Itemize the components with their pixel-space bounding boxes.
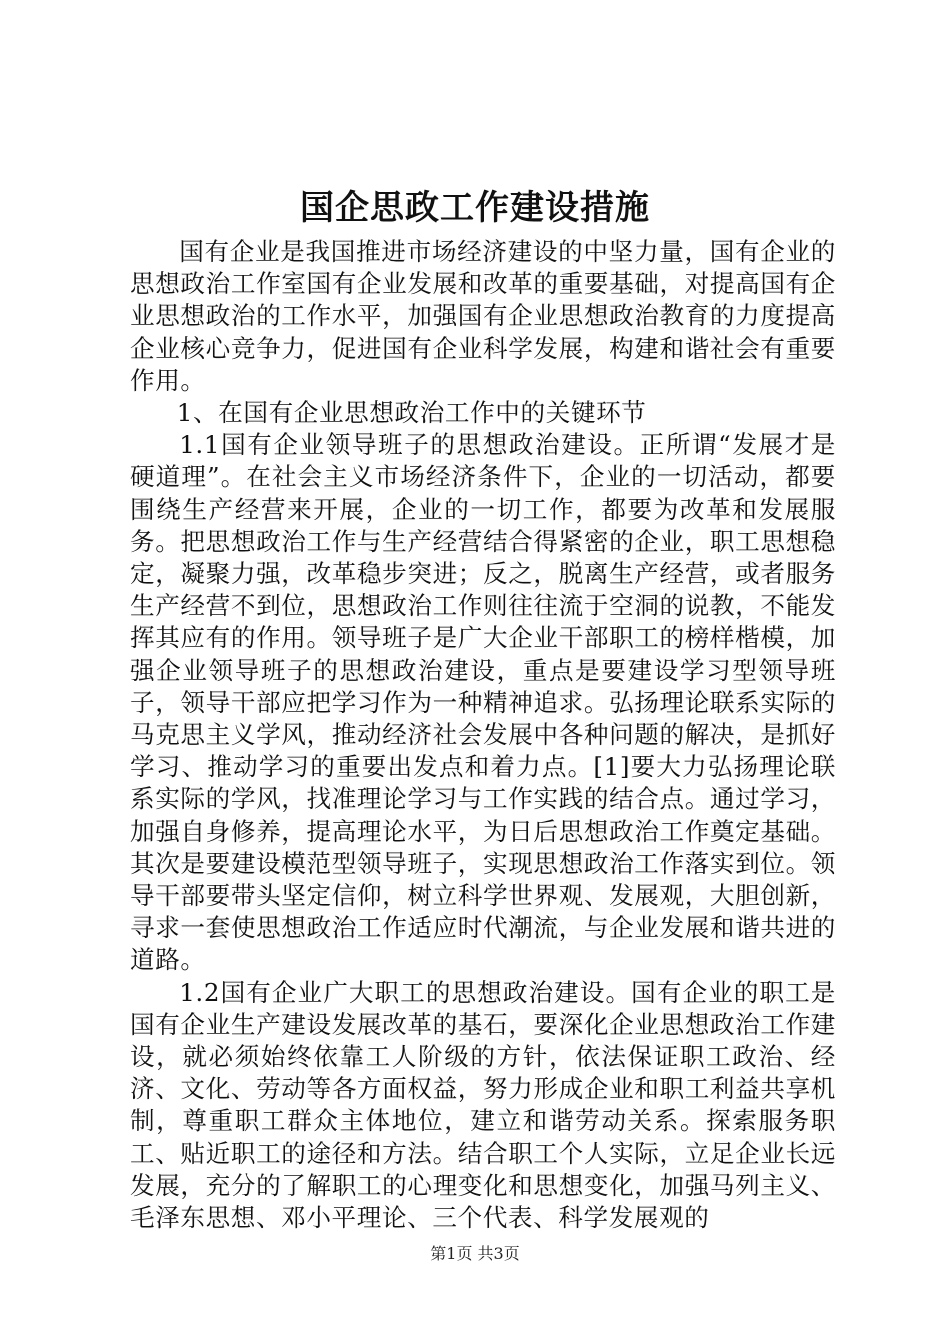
subsection-paragraph-1-2: 1.2国有企业广大职工的思想政治建设。国有企业的职工是国有企业生产建设发展改革的基石，要深化企业思想政治工作建设，就必须始终依靠工人阶级的方针，依法保证职工政治、经济、文化、劳动等各方面权益，努力形成企业和职工利益共享机制，尊重职工群众主体地位，建立和谐劳动关系。探索服务职工、贴近职工的途径和方法。结合职工个人实际，立足企业长远发展，充分的了解职工的心理变化和思想变化，加强马列主义、毛泽东思想、邓小平理论、三个代表、科学发展观的 [130,977,836,1233]
intro-paragraph: 国有企业是我国推进市场经济建设的中坚力量，国有企业的思想政治工作室国有企业发展和改革的重要基础，对提高国有企业思想政治的工作水平，加强国有企业思想政治教育的力度提高企业核心竞争力，促进国有企业科学发展，构建和谐社会有重要作用。 [130,237,836,395]
page-footer: 第1页 共3页 [430,1244,520,1263]
document-title: 国企思政工作建设措施 [300,188,650,228]
section-heading: 1、在国有企业思想政治工作中的关键环节 [176,398,647,428]
subsection-paragraph-1-1: 1.1国有企业领导班子的思想政治建设。正所谓“发展才是硬道理”。在社会主义市场经济条件下，企业的一切活动，都要围绕生产经营来开展，企业的一切工作，都要为改革和发展服务。把思想政治工作与生产经营结合得紧密的企业，职工思想稳定，凝聚力强，改革稳步突进；反之，脱离生产经营，或者服务生产经营不到位，思想政治工作则往往流于空洞的说教，不能发挥其应有的作用。领导班子是广大企业干部职工的榜样楷模，加强企业领导班子的思想政治建设，重点是要建设学习型领导班子，领导干部应把学习作为一种精神追求。弘扬理论联系实际的马克思主义学风，推动经济社会发展中各种问题的解决，是抓好学习、推动学习的重要出发点和着力点。[1]要大力弘扬理论联系实际的学风，找准理论学习与工作实践的结合点。通过学习，加强自身修养，提高理论水平，为日后思想政治工作奠定基础。其次是要建设模范型领导班子，实现思想政治工作落实到位。领导干部要带头坚定信仰，树立科学世界观、发展观，大胆创新，寻求一套使思想政治工作适应时代潮流，与企业发展和谐共进的道路。 [130,430,836,975]
document-body [130,236,836,1234]
